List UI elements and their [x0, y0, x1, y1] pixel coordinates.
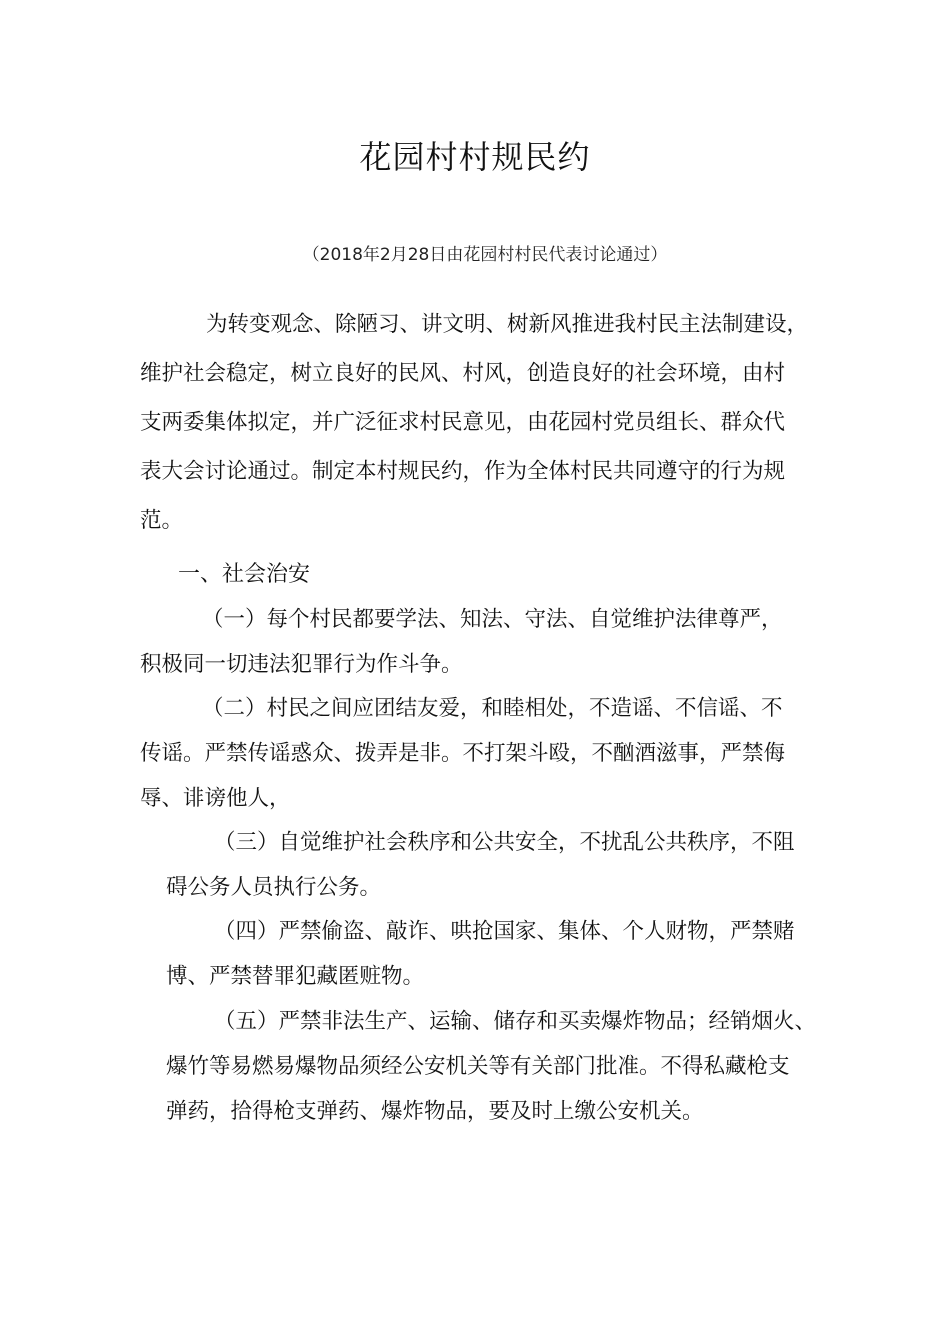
- item-line: 爆竹等易燃易爆物品须经公安机关等有关部门批准。不得私藏枪支: [166, 1054, 790, 1079]
- intro-line: 范。: [140, 508, 184, 533]
- item-line: 弹药，拾得枪支弹药、爆炸物品，要及时上缴公安机关。: [166, 1099, 704, 1124]
- item-line: （四）严禁偷盗、敲诈、哄抢国家、集体、个人财物，严禁赌: [214, 919, 795, 944]
- item-line: 碍公务人员执行公务。: [166, 875, 382, 900]
- document-subtitle: （2018年2月28日由花园村村民代表讨论通过）: [302, 245, 668, 265]
- item-line: 积极同一切违法犯罪行为作斗争。: [140, 652, 463, 677]
- intro-line: 支两委集体拟定，并广泛征求村民意见，由花园村党员组长、群众代: [140, 410, 786, 435]
- section-heading: 一、社会治安: [178, 562, 311, 587]
- item-line: 博、严禁替罪犯藏匿赃物。: [166, 964, 425, 989]
- intro-line: 维护社会稳定，树立良好的民风、村风，创造良好的社会环境，由村: [140, 361, 786, 386]
- item-line: （二）村民之间应团结友爱，和睦相处，不造谣、不信谣、不: [202, 696, 783, 721]
- item-line: 辱、诽谤他人，: [140, 786, 291, 811]
- item-line: （一）每个村民都要学法、知法、守法、自觉维护法律尊严，: [202, 607, 783, 632]
- item-line: （五）严禁非法生产、运输、储存和买卖爆炸物品；经销烟火、: [214, 1009, 817, 1034]
- intro-line: 为转变观念、除陋习、讲文明、树新风推进我村民主法制建设，: [206, 312, 809, 337]
- document-title: 花园村村规民约: [359, 138, 591, 176]
- item-line: 传谣。严禁传谣惑众、拨弄是非。不打架斗殴，不酗酒滋事，严禁侮: [140, 741, 786, 766]
- item-line: （三）自觉维护社会秩序和公共安全，不扰乱公共秩序，不阻: [214, 830, 795, 855]
- intro-line: 表大会讨论通过。制定本村规民约，作为全体村民共同遵守的行为规: [140, 459, 786, 484]
